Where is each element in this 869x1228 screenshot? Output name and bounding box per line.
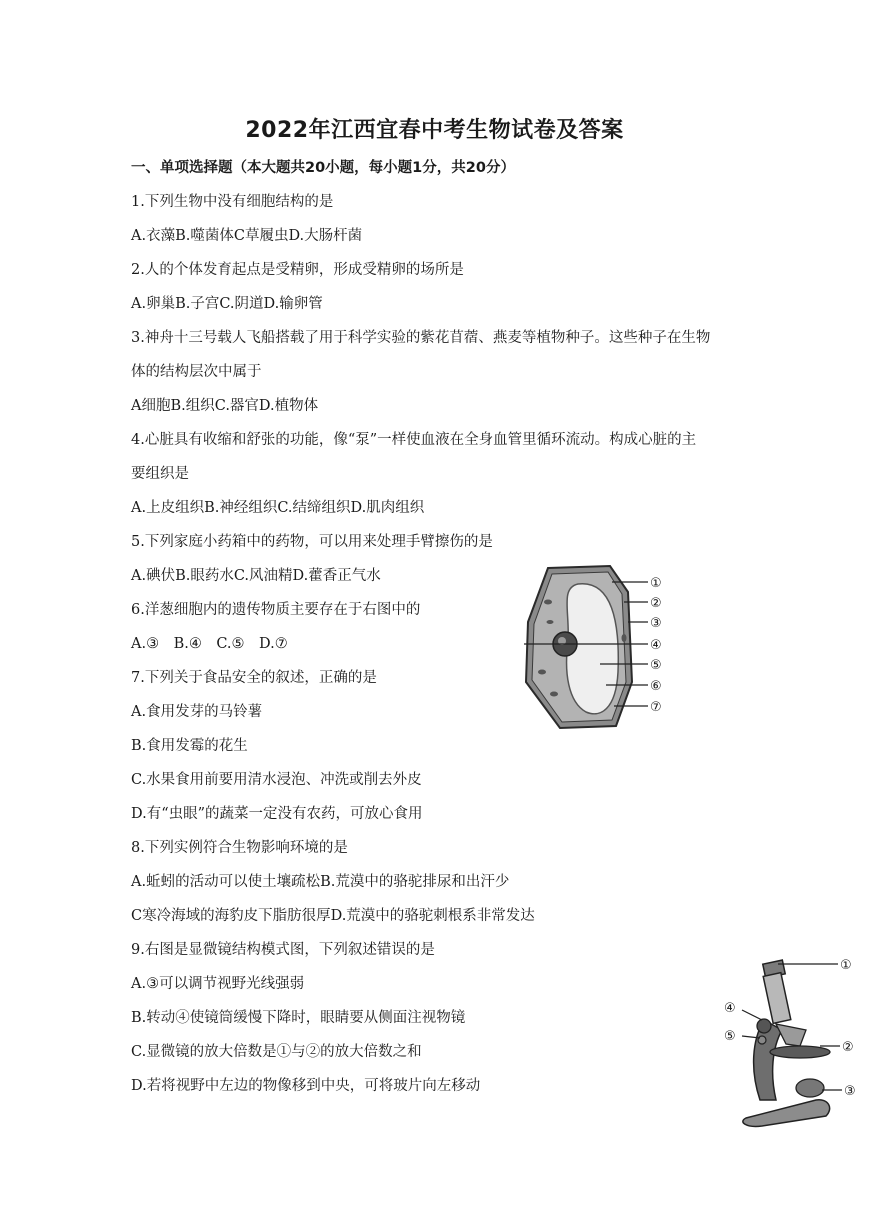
organelle bbox=[622, 634, 627, 642]
cell-label-4: ④ bbox=[650, 638, 662, 653]
coarse-adjustment-knob bbox=[757, 1019, 771, 1033]
question-7-option-c: C.水果食用前要用清水浸泡、冲洗或削去外皮 bbox=[131, 772, 422, 788]
question-4-continued: 要组织是 bbox=[131, 466, 189, 482]
reflector-mirror bbox=[796, 1079, 824, 1097]
question-9: 9.右图是显微镜结构模式图，下列叙述错误的是 bbox=[131, 942, 435, 958]
onion-cell-figure bbox=[520, 562, 680, 732]
question-3-continued: 体的结构层次中属于 bbox=[131, 364, 262, 380]
question-9-option-b: B.转动④使镜筒缓慢下降时，眼睛要从侧面注视物镜 bbox=[131, 1010, 466, 1026]
question-2-options: A.卵巢B.子宫C.阴道D.输卵管 bbox=[131, 296, 323, 312]
cell-label-7: ⑦ bbox=[650, 700, 662, 715]
organelle bbox=[544, 600, 552, 605]
document-title: 2022年江西宜春中考生物试卷及答案 bbox=[245, 118, 624, 143]
microscope-base bbox=[743, 1100, 830, 1127]
question-9-option-c: C.显微镜的放大倍数是①与②的放大倍数之和 bbox=[131, 1044, 422, 1060]
question-3-options: A细胞B.组织C.器官D.植物体 bbox=[131, 398, 319, 414]
organelle bbox=[550, 692, 558, 697]
question-9-option-d: D.若将视野中左边的物像移到中央，可将玻片向左移动 bbox=[131, 1078, 481, 1094]
question-7-option-a: A.食用发芽的马铃薯 bbox=[131, 704, 263, 720]
cell-label-5: ⑤ bbox=[650, 658, 662, 673]
question-2: 2.人的个体发育起点是受精卵，形成受精卵的场所是 bbox=[131, 262, 464, 278]
question-8-options-cd: C寒冷海域的海豹皮下脂肪很厚D.荒漠中的骆驼刺根系非常发达 bbox=[131, 908, 535, 924]
question-1: 1.下列生物中没有细胞结构的是 bbox=[131, 194, 334, 210]
microscope-label-2: ② bbox=[842, 1040, 854, 1055]
question-8-options-ab: A.蚯蚓的活动可以使土壤疏松B.荒漠中的骆驼排尿和出汗少 bbox=[131, 874, 510, 890]
organelle bbox=[538, 670, 546, 675]
question-1-options: A.衣藻B.噬菌体C草履虫D.大肠杆菌 bbox=[131, 228, 363, 244]
organelle bbox=[547, 620, 554, 624]
question-7-option-b: B.食用发霉的花生 bbox=[131, 738, 248, 754]
question-7: 7.下列关于食品安全的叙述，正确的是 bbox=[131, 670, 377, 686]
cell-label-6: ⑥ bbox=[650, 679, 662, 694]
microscope-tube bbox=[763, 973, 791, 1024]
question-8: 8.下列实例符合生物影响环境的是 bbox=[131, 840, 348, 856]
question-6-options: A.③ B.④ C.⑤ D.⑦ bbox=[131, 636, 288, 652]
cell-label-3: ③ bbox=[650, 616, 662, 631]
microscope-label-1: ① bbox=[840, 958, 852, 973]
stage bbox=[770, 1046, 830, 1058]
question-9-option-a: A.③可以调节视野光线强弱 bbox=[131, 976, 305, 992]
cell-label-2: ② bbox=[650, 596, 662, 611]
question-5: 5.下列家庭小药箱中的药物，可以用来处理手臂擦伤的是 bbox=[131, 534, 493, 550]
question-4-options: A.上皮组织B.神经组织C.结缔组织D.肌肉组织 bbox=[131, 500, 425, 516]
question-7-option-d: D.有“虫眼”的蔬菜一定没有农药，可放心食用 bbox=[131, 806, 423, 822]
fine-adjustment-knob bbox=[758, 1036, 766, 1044]
question-4: 4.心脏具有收缩和舒张的功能，像“泵”一样使血液在全身血管里循环流动。构成心脏的主 bbox=[131, 432, 697, 448]
microscope-label-5: ⑤ bbox=[724, 1029, 736, 1044]
microscope-figure bbox=[716, 950, 866, 1130]
section-heading: 一、单项选择题（本大题共20小题，每小题1分，共20分） bbox=[131, 160, 515, 176]
cell-label-1: ① bbox=[650, 576, 662, 591]
question-6: 6.洋葱细胞内的遗传物质主要存在于右图中的 bbox=[131, 602, 421, 618]
question-3: 3.神舟十三号载人飞船搭载了用于科学实验的紫花苜蓿、燕麦等植物种子。这些种子在生物 bbox=[131, 330, 711, 346]
microscope-label-4: ④ bbox=[724, 1001, 736, 1016]
objective-lenses bbox=[776, 1024, 806, 1046]
microscope-label-3: ③ bbox=[844, 1084, 856, 1099]
question-5-options: A.碘伏B.眼药水C.风油精D.藿香正气水 bbox=[131, 568, 381, 584]
